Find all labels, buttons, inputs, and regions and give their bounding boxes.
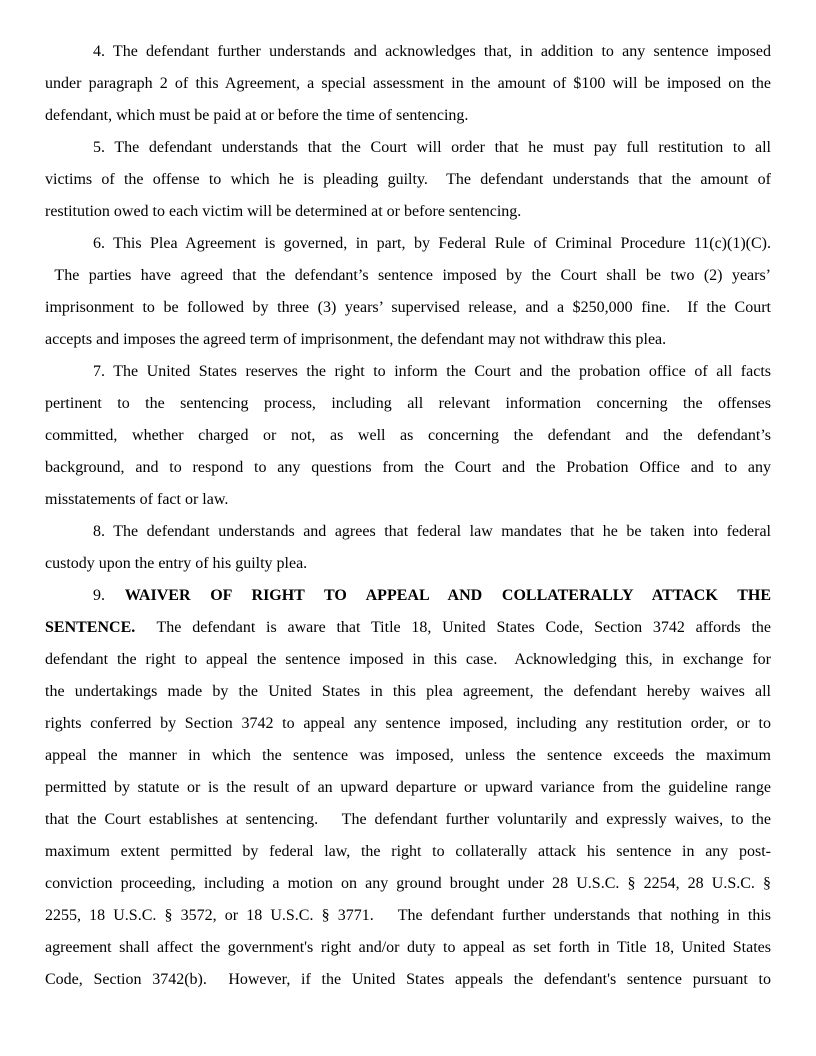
text-segment: the undertakings made by the United States in this plea agreement, the defendant hereby waives all [45, 683, 771, 700]
text-line [45, 740, 771, 772]
text-segment: The parties have agreed that the defendant’s sentence imposed by the Court shall be two (2) years’ [45, 267, 772, 284]
text-segment: under paragraph 2 of this Agreement, a special assessment in the amount of $100 will be imposed on the [45, 75, 771, 92]
text-line [45, 388, 771, 420]
text-segment: 8. The defendant understands and agrees that federal law mandates that he be taken into federal [93, 523, 771, 540]
text-segment: permitted by statute or is the result of an upward departure or upward variance from the guideline range [45, 779, 771, 796]
text-segment: imprisonment to be followed by three (3) years’ supervised release, and a $250,000 fine. If the Court [45, 299, 771, 316]
text-segment: restitution owed to each victim will be determined at or before sentencing. [45, 203, 522, 220]
text-segment: Code, Section 3742(b). However, if the United States appeals the defendant's sentence pursuant to [45, 971, 771, 988]
text-line [45, 836, 771, 868]
text-segment: defendant the right to appeal the sentence imposed in this case. Acknowledging this, in exchange for [45, 651, 771, 668]
text-line [45, 932, 771, 964]
text-line [45, 676, 771, 708]
text-segment: 7. The United States reserves the right to inform the Court and the probation office of all facts [93, 363, 771, 380]
text-line [45, 580, 771, 612]
document-page [45, 36, 771, 996]
text-segment: background, and to respond to any questions from the Court and the Probation Office and to any [45, 459, 771, 476]
text-line [45, 164, 771, 196]
text-line [45, 484, 771, 516]
text-segment: defendant, which must be paid at or before the time of sentencing. [45, 107, 469, 124]
text-line [45, 772, 771, 804]
text-line [45, 324, 771, 356]
text-line [45, 548, 771, 580]
text-segment: 5. The defendant understands that the Court will order that he must pay full restitution to all [93, 139, 771, 156]
text-segment: 9. [93, 587, 125, 604]
text-line [45, 452, 771, 484]
text-line [45, 228, 771, 260]
text-segment: maximum extent permitted by federal law, the right to collaterally attack his sentence in any post- [45, 843, 771, 860]
text-line [45, 900, 771, 932]
text-line [45, 196, 771, 228]
text-line [45, 644, 771, 676]
text-line [45, 68, 771, 100]
text-line [45, 356, 771, 388]
text-line [45, 36, 771, 68]
text-line [45, 100, 771, 132]
text-segment: rights conferred by Section 3742 to appeal any sentence imposed, including any restitution order, or to [45, 715, 771, 732]
text-segment: 2255, 18 U.S.C. § 3572, or 18 U.S.C. § 3771. The defendant further understands that nothing in this [45, 907, 771, 924]
text-line [45, 804, 771, 836]
text-segment: custody upon the entry of his guilty plea. [45, 555, 308, 572]
bold-heading-text: SENTENCE. [45, 619, 136, 636]
text-line [45, 868, 771, 900]
text-line [45, 964, 771, 996]
text-segment: agreement shall affect the government's right and/or duty to appeal as set forth in Title 18, United States [45, 939, 771, 956]
bold-heading-text: WAIVER OF RIGHT TO APPEAL AND COLLATERALLY ATTACK THE [124, 587, 772, 604]
text-line [45, 708, 771, 740]
text-segment: that the Court establishes at sentencing. The defendant further voluntarily and expressly waives, to the [45, 811, 771, 828]
text-segment: 6. This Plea Agreement is governed, in part, by Federal Rule of Criminal Procedure 11(c)(1)(C). [93, 235, 771, 252]
text-segment: accepts and imposes the agreed term of imprisonment, the defendant may not withdraw this plea. [45, 331, 667, 348]
text-line [45, 132, 771, 164]
text-segment: The defendant is aware that Title 18, United States Code, Section 3742 affords the [135, 619, 771, 636]
text-line [45, 420, 771, 452]
text-segment: appeal the manner in which the sentence was imposed, unless the sentence exceeds the maximum [45, 747, 771, 764]
text-line [45, 260, 771, 292]
text-segment: committed, whether charged or not, as well as concerning the defendant and the defendant’s [45, 427, 771, 444]
text-segment: conviction proceeding, including a motion on any ground brought under 28 U.S.C. § 2254, 28 U.S.C. § [45, 875, 771, 892]
text-segment: pertinent to the sentencing process, including all relevant information concerning the offenses [45, 395, 771, 412]
text-segment: victims of the offense to which he is pleading guilty. The defendant understands that the amount of [45, 171, 771, 188]
text-segment: misstatements of fact or law. [45, 491, 229, 508]
text-line [45, 292, 771, 324]
text-segment: 4. The defendant further understands and acknowledges that, in addition to any sentence imposed [93, 43, 771, 60]
text-line [45, 612, 771, 644]
text-line [45, 516, 771, 548]
